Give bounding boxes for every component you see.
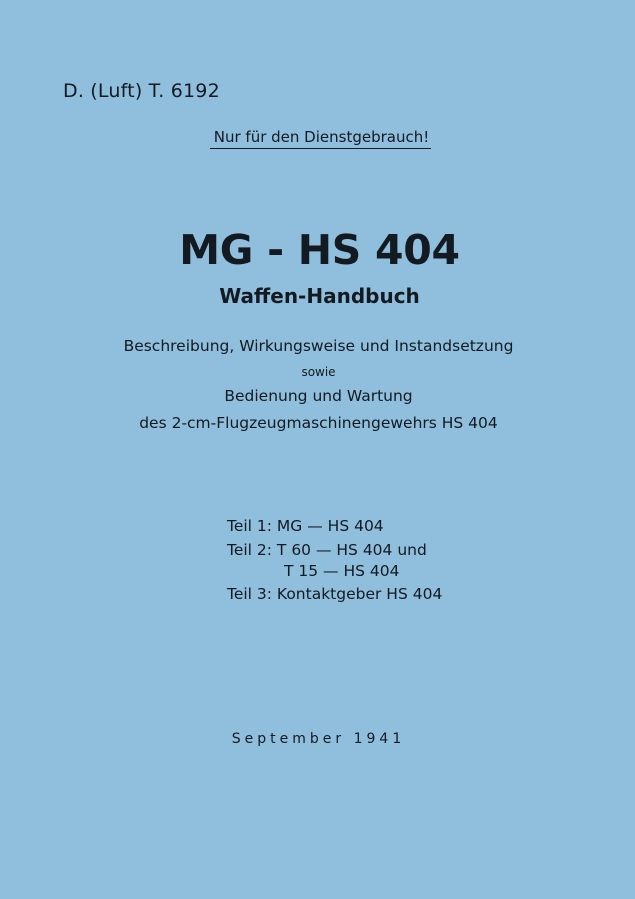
publication-date: September 1941 <box>231 731 406 747</box>
restriction-notice <box>0 127 635 149</box>
description-line: sowie <box>301 365 336 379</box>
document-title: MG - HS 404 <box>179 226 460 274</box>
document-subtitle: Waffen-Handbuch <box>219 284 420 308</box>
part-item: Teil 1: MG — HS 404 <box>227 517 384 535</box>
part-item: T 15 — HS 404 <box>284 562 400 580</box>
part-item: Teil 3: Kontaktgeber HS 404 <box>227 585 443 603</box>
description-line: Beschreibung, Wirkungsweise und Instandsetzung <box>123 337 514 355</box>
document-code: D. (Luft) T. 6192 <box>63 80 220 102</box>
part-item: Teil 2: T 60 — HS 404 und <box>227 541 427 559</box>
description-line: des 2-cm-Flugzeugmaschinengewehrs HS 404 <box>139 414 498 432</box>
description-line: Bedienung und Wartung <box>224 387 413 405</box>
restriction-notice-text: Nur für den Dienstgebrauch! <box>210 128 431 149</box>
parts-list <box>227 514 442 606</box>
